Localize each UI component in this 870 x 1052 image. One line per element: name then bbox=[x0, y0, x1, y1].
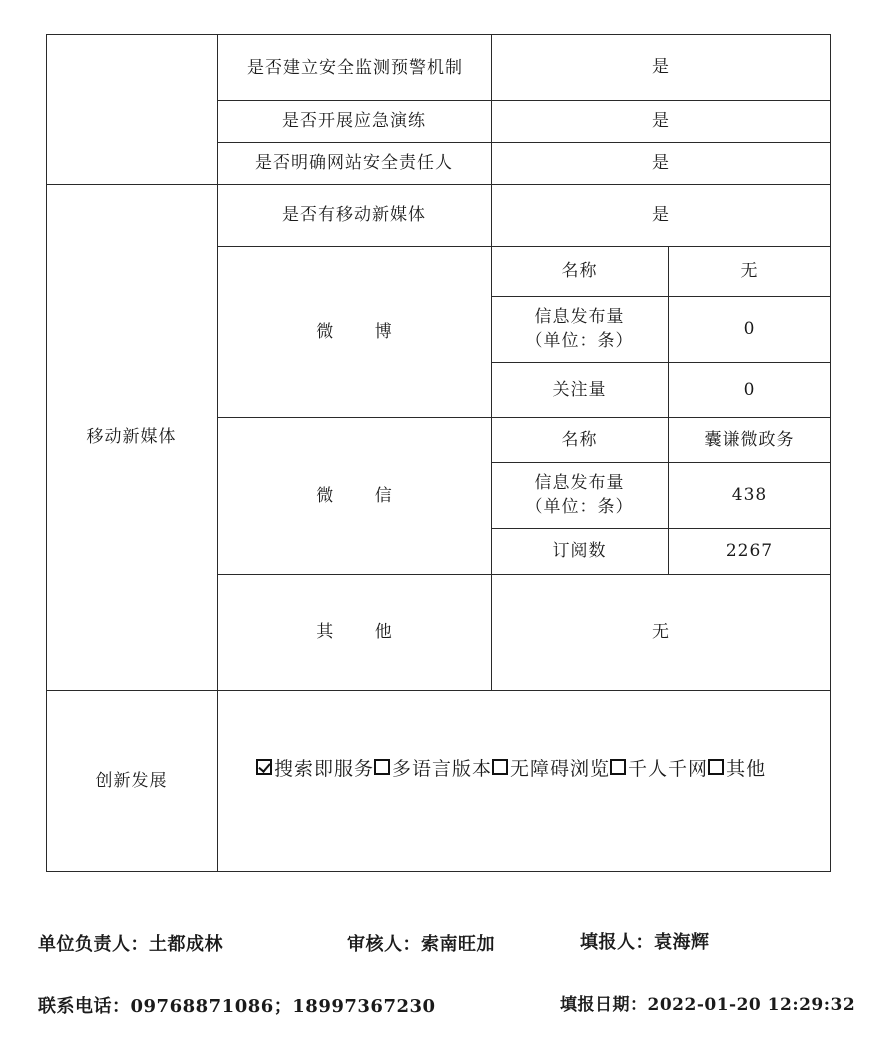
weibo-label: 微 博 bbox=[316, 321, 410, 342]
checked-checkbox-icon[interactable] bbox=[256, 759, 272, 775]
option-label: 搜索即服务 bbox=[274, 757, 375, 780]
row-value-has-mobile: 是 bbox=[652, 205, 670, 225]
checkbox-icon[interactable] bbox=[374, 759, 390, 775]
option-search-service[interactable] bbox=[256, 754, 374, 781]
weibo-posts-value: 0 bbox=[743, 319, 756, 339]
wechat-posts-label: 信息发布量 （单位：条） bbox=[525, 473, 634, 517]
option-multilingual[interactable] bbox=[374, 754, 492, 781]
wechat-name-label: 名称 bbox=[561, 429, 598, 450]
filler-value: 袁海辉 bbox=[654, 932, 710, 953]
date-value: 2022-01-20 12:29:32 bbox=[647, 995, 856, 1015]
row-label-responsible: 是否明确网站安全责任人 bbox=[255, 153, 453, 173]
wechat-posts-value: 438 bbox=[731, 485, 768, 505]
weibo-followers-value: 0 bbox=[743, 379, 756, 400]
fill-date bbox=[560, 990, 855, 1015]
other-media-label: 其 他 bbox=[316, 622, 410, 642]
phone-value: 09768871086；18997367230 bbox=[130, 996, 436, 1017]
option-label: 千人千网 bbox=[628, 757, 709, 780]
row-label-monitoring: 是否建立安全监测预警机制 bbox=[247, 58, 463, 78]
option-personalized[interactable] bbox=[610, 754, 708, 781]
weibo-name-label: 名称 bbox=[561, 261, 598, 281]
date-label: 填报日期： bbox=[560, 995, 648, 1015]
weibo-followers-label: 关注量 bbox=[552, 379, 607, 400]
section-label-mobile-media: 移动新媒体 bbox=[86, 427, 177, 447]
checkbox-icon[interactable] bbox=[492, 759, 508, 775]
other-media-value: 无 bbox=[652, 622, 670, 642]
contact-phone bbox=[38, 992, 436, 1018]
innovation-options bbox=[256, 750, 826, 784]
wechat-subs-value: 2267 bbox=[725, 541, 774, 561]
reviewer bbox=[347, 930, 495, 956]
row-label-drill: 是否开展应急演练 bbox=[282, 111, 426, 131]
row-label-has-mobile: 是否有移动新媒体 bbox=[282, 205, 426, 225]
option-label: 无障碍浏览 bbox=[510, 757, 611, 780]
row-value-drill: 是 bbox=[652, 111, 670, 131]
row-value-monitoring: 是 bbox=[652, 57, 670, 77]
reviewer-label: 审核人： bbox=[347, 934, 421, 955]
checkbox-icon[interactable] bbox=[610, 759, 626, 775]
option-label: 其他 bbox=[726, 757, 767, 780]
weibo-posts-label: 信息发布量 （单位：条） bbox=[525, 307, 634, 351]
unit-head-label: 单位负责人： bbox=[38, 934, 149, 955]
unit-head-value: 土都成林 bbox=[149, 934, 223, 955]
option-other[interactable] bbox=[708, 754, 766, 781]
option-accessibility[interactable] bbox=[492, 754, 610, 781]
unit-head bbox=[38, 930, 223, 956]
weibo-name-value: 无 bbox=[740, 261, 759, 281]
checkbox-icon[interactable] bbox=[708, 759, 724, 775]
table-border-bottom bbox=[46, 871, 831, 872]
section-label-innovation: 创新发展 bbox=[95, 770, 168, 791]
phone-label: 联系电话： bbox=[38, 996, 131, 1017]
option-label: 多语言版本 bbox=[392, 757, 493, 780]
filler-label: 填报人： bbox=[580, 932, 654, 953]
row-value-responsible: 是 bbox=[652, 153, 670, 173]
wechat-label: 微 信 bbox=[316, 485, 410, 506]
reviewer-value: 索南旺加 bbox=[421, 934, 495, 955]
wechat-name-value: 囊谦微政务 bbox=[704, 429, 795, 450]
filler bbox=[580, 928, 710, 954]
wechat-subs-label: 订阅数 bbox=[552, 541, 607, 561]
